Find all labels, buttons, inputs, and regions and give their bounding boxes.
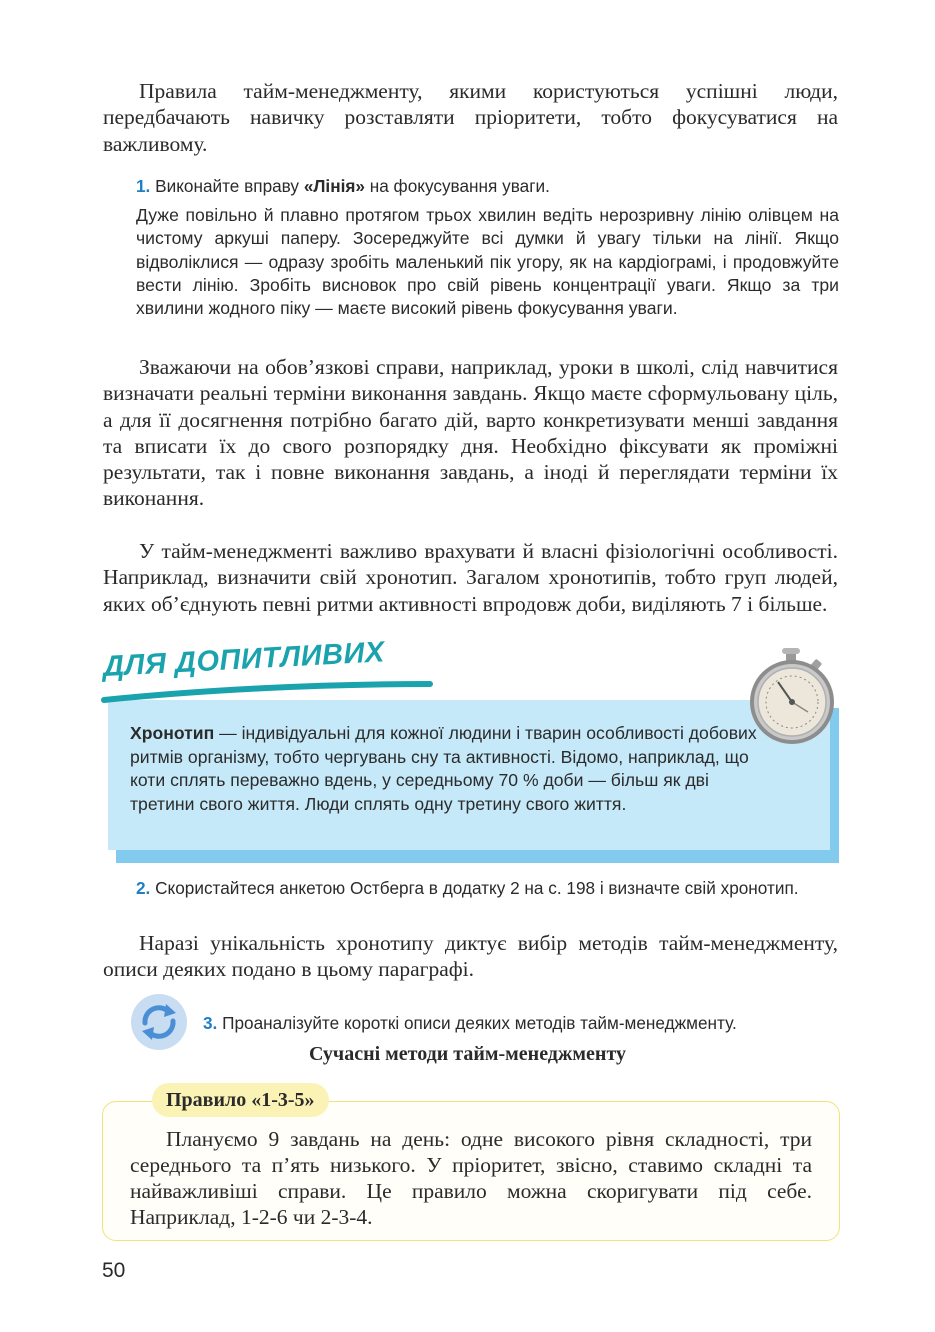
page-number: 50: [102, 1259, 126, 1282]
curious-term: Хронотип: [130, 723, 215, 743]
paragraph-methods: Наразі унікальність хронотипу диктує вибір методів тайм-менеджменту, описи деяких подано в цьому параграфі.: [103, 931, 838, 982]
task-2: 2. Скористайтеся анкетою Остберга в додатку 2 на с. 198 і визначте свій хронотип.: [136, 878, 799, 898]
task-1-body: Дуже повільно й плавно протягом трьох хвилин ведіть нерозривну лінію олівцем на чистому аркуші паперу. Зосереджуйте всі думки й увагу тільки на лінії. Якщо відволіклися — одразу зробіть маленький пік угору, як на кардіограмі, і продовжуйте вести лінію. Зробіть висновок про свій рівень концентрації уваги. Якщо за три хвилини жодного піку — маєте високий рівень фокусування уваги.: [136, 205, 839, 319]
task-number: 3.: [203, 1013, 218, 1033]
paragraph-chronotype: У тайм-менеджменті важливо врахувати й власні фізіологічні особливості. Наприклад, визначити свій хронотип. Загалом хронотипів, тобто груп людей, яких об’єднують певні ритми активності впродовж доби, виділяють 7 і більше.: [103, 539, 838, 616]
task-1-heading: 1. Виконайте вправу «Лінія» на фокусування уваги.: [136, 176, 550, 196]
section-title: Сучасні методи тайм-менеджменту: [308, 1043, 627, 1065]
task-3: 3. Проаналізуйте короткі описи деяких методів тайм-менеджменту.: [203, 1013, 737, 1033]
curious-text: Хронотип — індивідуальні для кожної людини і тварин особливості добових ритмів організму, тобто чергувань сну та активності. Відомо, наприклад, що коти сплять переважно вдень, у середньому 70 % доби — більш як дві третини свого життя. Люди сплять одну третину свого життя.: [130, 723, 757, 814]
curious-title: ДЛЯ ДОПИТЛИВИХ: [102, 636, 386, 684]
paragraph-deadlines: Зважаючи на обов’язкові справи, наприклад, уроки в школі, слід навчитися визначати реальні терміни виконання завдань. Якщо маєте сформульовану ціль, а для її досягнення потрібно багато дій, варто конкретизувати менші завдання та вписати їх до свого розпорядку дня. Необхідно фіксувати як проміжні результати, так і повне виконання завдань, а іноді й переглядати терміни їх виконання.: [103, 355, 838, 511]
rule-text: Плануємо 9 завдань на день: одне високого рівня складності, три середнього та п’ять низького. У пріоритет, звісно, ставимо складні та найважливіші справи. Це правило можна скоригувати під себе. Наприклад, 1-2-6 чи 2-3-4.: [130, 1127, 812, 1229]
rule-title: Правило «1-3-5»: [152, 1083, 329, 1117]
stopwatch-icon: [742, 646, 840, 746]
task-number: 1.: [136, 176, 151, 196]
task-number: 2.: [136, 878, 151, 898]
intro-paragraph: Правила тайм-менеджменту, якими користуються успішні люди, передбачають навичку розставляти пріоритети, тобто фокусуватися на важливому.: [103, 79, 838, 156]
